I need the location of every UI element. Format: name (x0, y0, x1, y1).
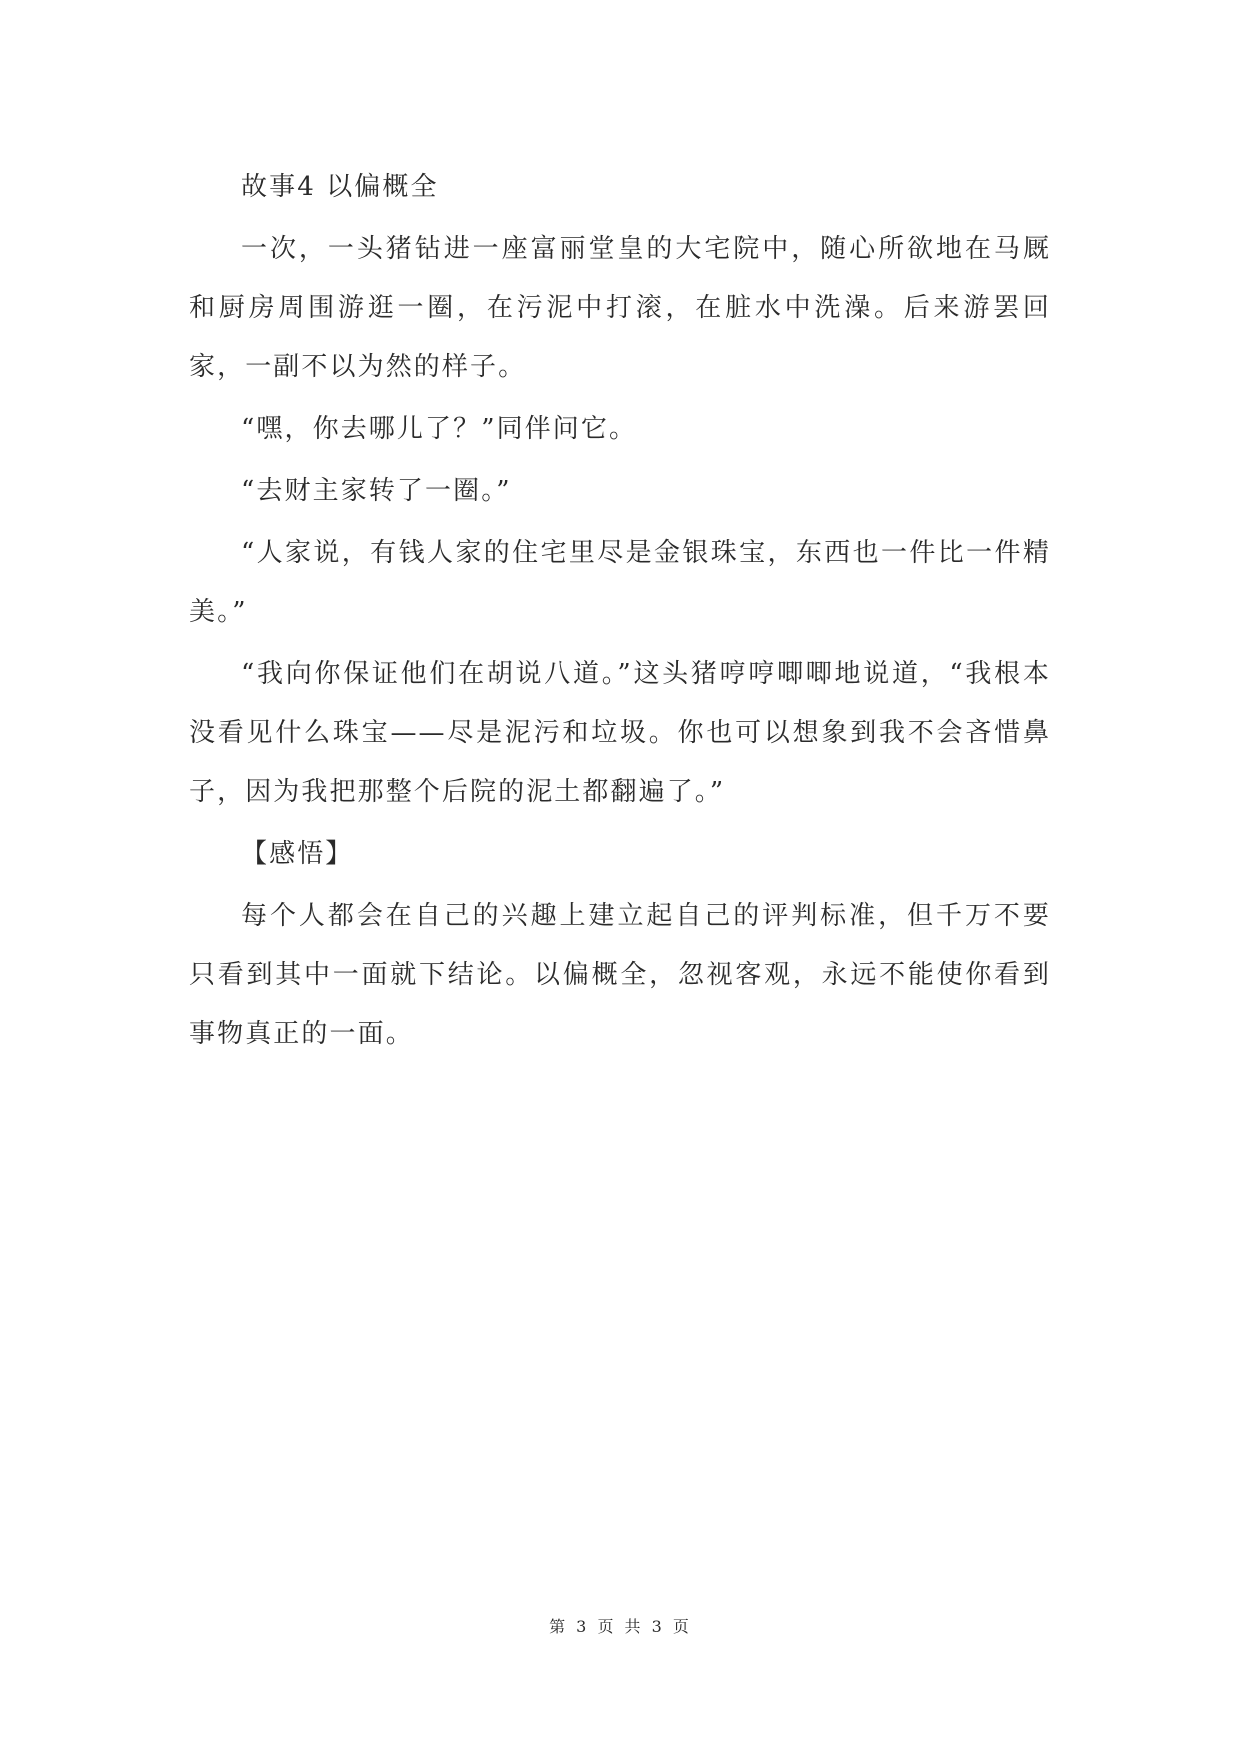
story-title: 故事4 以偏概全 (241, 172, 439, 202)
paragraph: “我向你保证他们在胡说八道。”这头猪哼哼唧唧地说道，“我根本没看见什么珠宝——尽是泥污和垃圾。你也可以想象到我不会吝惜鼻子，因为我把那整个后院的泥土都翻遍了。” (189, 659, 1051, 807)
paragraph: 一次，一头猪钻进一座富丽堂皇的大宅院中，随心所欲地在马厩和厨房周围游逛一圈，在污泥中打滚，在脏水中洗澡。后来游罢回家，一副不以为然的样子。 (189, 234, 1051, 382)
page-footer: 第 3 页 共 3 页 (549, 1617, 692, 1636)
section-heading: 【感悟】 (241, 839, 354, 869)
paragraph: 每个人都会在自己的兴趣上建立起自己的评判标准，但千万不要只看到其中一面就下结论。以偏概全，忽视客观，永远不能使你看到事物真正的一面。 (189, 901, 1051, 1049)
paragraph: “去财主家转了一圈。” (241, 476, 512, 506)
document-body (189, 158, 1051, 1067)
paragraph: “嘿，你去哪儿了？”同伴问它。 (241, 414, 638, 444)
paragraph: “人家说，有钱人家的住宅里尽是金银珠宝，东西也一件比一件精美。” (189, 538, 1051, 627)
